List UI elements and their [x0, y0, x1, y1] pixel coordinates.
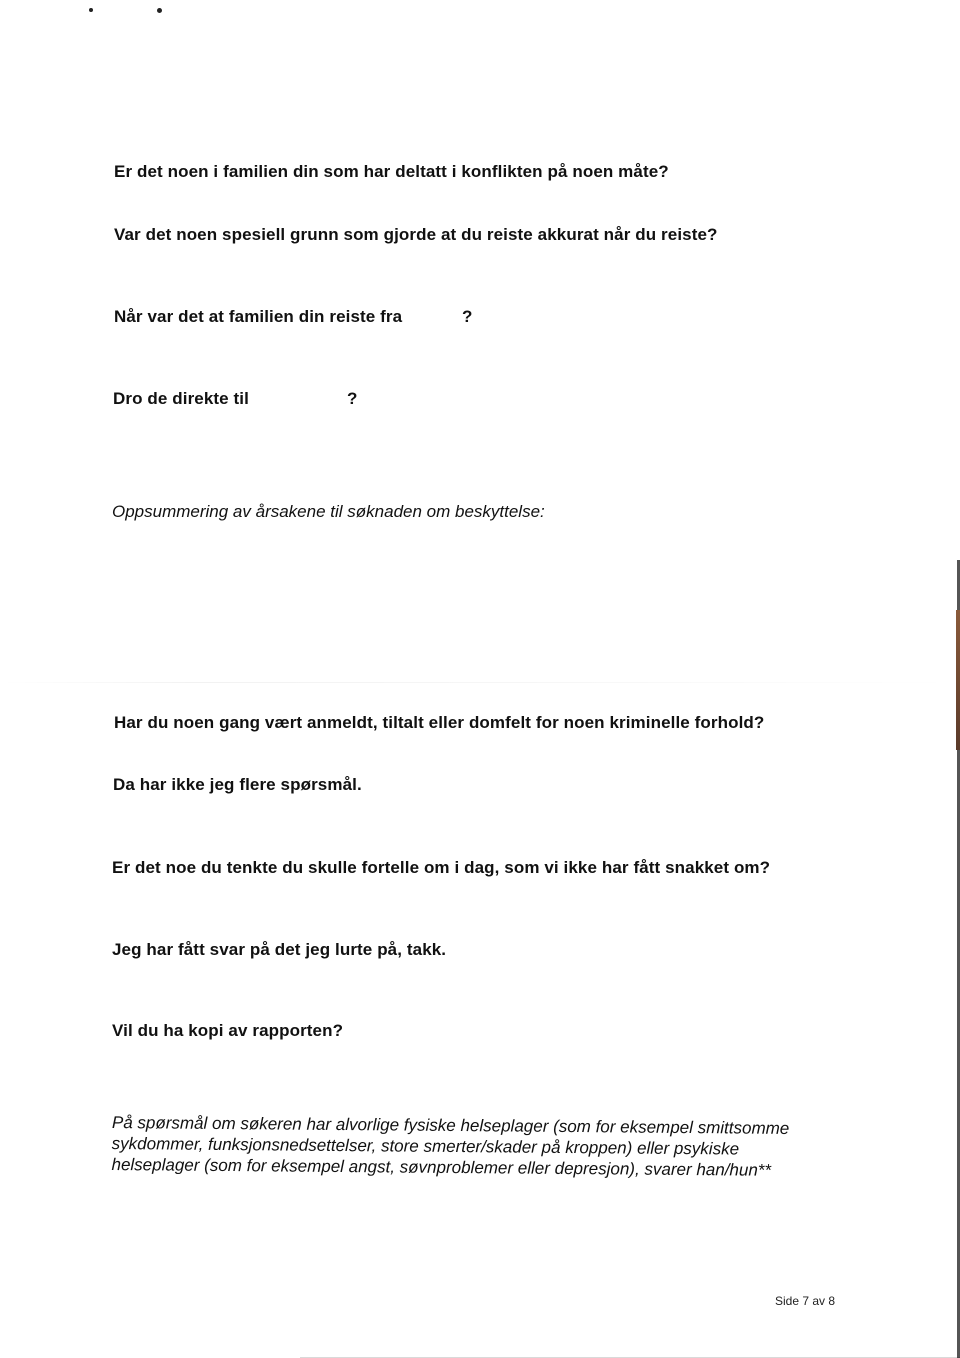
question-report-copy: Vil du ha kopi av rapporten? — [112, 1021, 344, 1040]
page-edge-mark — [956, 610, 960, 750]
scan-artifact-line — [0, 682, 960, 683]
scan-speck — [89, 8, 93, 12]
summary-heading: Oppsummering av årsakene til søknaden om beskyttelse: — [112, 502, 545, 521]
question-family-departure-mark: ? — [462, 307, 473, 326]
question-criminal-record: Har du noen gang vært anmeldt, tiltalt eller domfelt for noen kriminelle forhold? — [114, 713, 765, 732]
answer-got-answers: Jeg har fått svar på det jeg lurte på, takk. — [112, 940, 447, 959]
question-direct-travel-mark: ? — [347, 389, 358, 408]
health-note-line: helseplager (som for eksempel angst, søvnproblemer eller depresjon), svarer han/hun** — [111, 1154, 772, 1180]
question-direct-travel: Dro de direkte til — [113, 389, 249, 408]
health-note-line: sykdommer, funksjonsnedsettelser, store smerter/skader på kroppen) eller psykiske — [111, 1133, 740, 1159]
health-note-line: På spørsmål om søkeren har alvorlige fysiske helseplager (som for eksempel smittsomme — [111, 1113, 790, 1138]
scan-speck — [157, 8, 162, 13]
health-note-paragraph — [111, 1112, 832, 1181]
question-reason-leaving: Var det noen spesiell grunn som gjorde at du reiste akkurat når du reiste? — [114, 225, 718, 244]
question-family-departure: Når var det at familien din reiste fra — [114, 307, 403, 326]
question-anything-else: Er det noe du tenkte du skulle fortelle om i dag, som vi ikke har fått snakket om? — [112, 858, 771, 877]
answer-no-more-questions: Da har ikke jeg flere spørsmål. — [113, 775, 362, 794]
question-family-conflict: Er det noen i familien din som har deltatt i konflikten på noen måte? — [114, 162, 669, 181]
page-number: Side 7 av 8 — [775, 1294, 836, 1308]
